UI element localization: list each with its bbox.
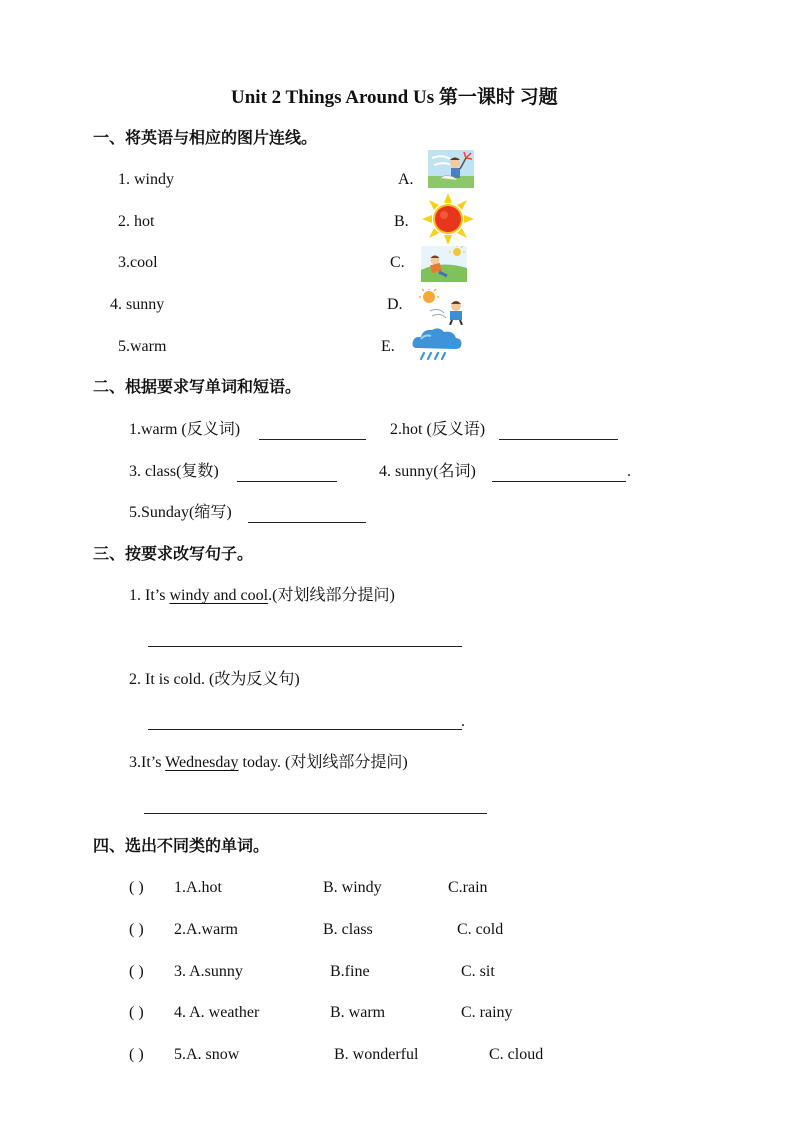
choice-a: 5.A. snow (174, 1046, 240, 1063)
write-item-3: 3. class(复数) (129, 463, 219, 480)
cool-sun-boy-icon (416, 289, 472, 325)
choice-a: 3. A.sunny (174, 963, 243, 980)
choice-a: 1.A.hot (174, 879, 222, 896)
match-letter-b: B. (394, 213, 409, 230)
answer-line (492, 481, 626, 482)
choice-b: B. class (323, 921, 373, 938)
choice-paren: ( ) (129, 1004, 144, 1021)
rewrite-question-3 (129, 753, 408, 773)
choice-c: C. cloud (489, 1046, 544, 1063)
answer-line (148, 646, 462, 647)
match-word-1: 1. windy (118, 171, 174, 188)
rewrite-question-1 (129, 586, 395, 606)
match-word-2: 2. hot (118, 213, 155, 230)
answer-line (148, 729, 462, 730)
sun-icon (422, 193, 474, 245)
choice-b: B. warm (330, 1004, 386, 1021)
match-word-3: 3.cool (118, 254, 158, 271)
match-word-4: 4. sunny (110, 296, 165, 313)
choice-paren: ( ) (129, 879, 144, 896)
write-item-1: 1.warm (反义词) (129, 421, 241, 438)
write-item-2: 2.hot (反义语) (390, 421, 486, 438)
question-text: 1. It’s (129, 587, 170, 604)
choice-b: B. wonderful (334, 1046, 419, 1063)
match-letter-a: A. (398, 171, 414, 188)
write-item-5: 5.Sunday(缩写) (129, 504, 232, 521)
question-text: 3.It’s (129, 754, 166, 771)
underlined-phrase: windy and cool (169, 587, 269, 604)
sentence-period: . (461, 713, 465, 730)
choice-paren: ( ) (129, 1046, 144, 1063)
question-instruction: today. (对划线部分提问) (238, 754, 408, 771)
section-3-heading: 三、按要求改写句子。 (93, 544, 254, 563)
choice-a: 4. A. weather (174, 1004, 260, 1021)
choice-paren: ( ) (129, 963, 144, 980)
answer-line (237, 481, 337, 482)
choice-b: B.fine (330, 963, 370, 980)
answer-line (259, 439, 366, 440)
warm-field-boy-icon (421, 246, 467, 282)
choice-c: C. rainy (461, 1004, 513, 1021)
answer-line (248, 522, 366, 523)
choice-c: C. cold (457, 921, 504, 938)
section-1-heading: 一、将英语与相应的图片连线。 (93, 128, 318, 147)
match-word-5: 5.warm (118, 338, 167, 355)
rain-cloud-icon (411, 326, 463, 364)
choice-c: C.rain (448, 879, 488, 896)
answer-line (144, 813, 487, 814)
answer-line (499, 439, 618, 440)
windy-boy-icon (428, 150, 474, 188)
sentence-period: . (627, 463, 631, 480)
match-letter-e: E. (381, 338, 395, 355)
match-letter-c: C. (390, 254, 405, 271)
choice-a: 2.A.warm (174, 921, 238, 938)
choice-b: B. windy (323, 879, 382, 896)
match-letter-d: D. (387, 296, 403, 313)
question-instruction: .(对划线部分提问) (268, 587, 395, 604)
section-2-heading: 二、根据要求写单词和短语。 (93, 377, 302, 396)
section-4-heading: 四、选出不同类的单词。 (93, 836, 270, 855)
page-title: Unit 2 Things Around Us 第一课时 习题 (231, 87, 558, 108)
rewrite-question-2: 2. It is cold. (改为反义句) (129, 671, 300, 688)
underlined-phrase: Wednesday (165, 754, 239, 771)
write-item-4: 4. sunny(名词) (379, 463, 476, 480)
choice-c: C. sit (461, 963, 495, 980)
choice-paren: ( ) (129, 921, 144, 938)
